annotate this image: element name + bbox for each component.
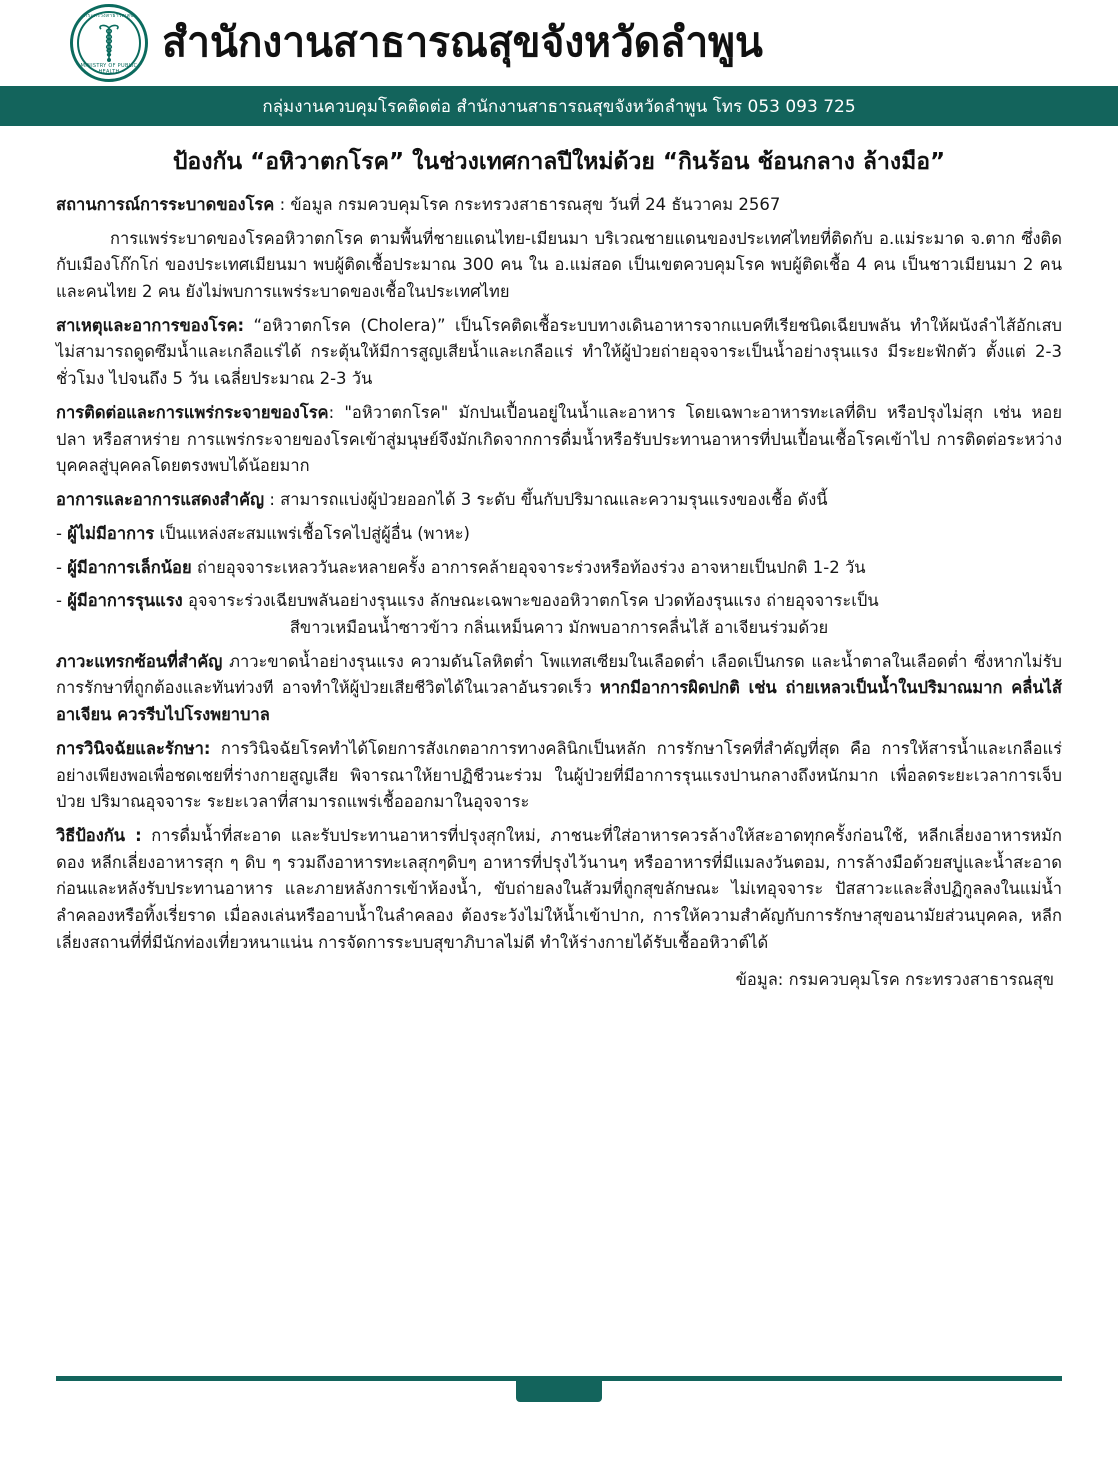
- level-text: เป็นแหล่งสะสมแพร่เชื้อโรคไปสู่ผู้อื่น (พาหะ): [154, 523, 470, 543]
- section-complications-emphasis: หากมีอาการผิดปกติ เช่น ถ่ายเหลวเป็นน้ำในปริมาณมาก คลื่นไส้ อาเจียน ควรรีบไปโรงพยาบาล: [56, 678, 1062, 725]
- level-label: ผู้มีอาการเล็กน้อย: [67, 557, 192, 577]
- section-complications-heading: ภาวะแทรกซ้อนที่สำคัญ: [56, 651, 223, 671]
- section-situation-heading-line: [56, 192, 1062, 219]
- header-contact-text: กลุ่มงานควบคุมโรคติดต่อ สำนักงานสาธารณสุขจังหวัดลำพูน โทร 053 093 725: [262, 96, 856, 117]
- section-transmission-heading: การติดต่อและการแพร่กระจายของโรค: [56, 402, 329, 422]
- level-item-asymptomatic: [56, 521, 1062, 548]
- section-diagnosis-heading: การวินิจฉัยและรักษา:: [56, 738, 211, 758]
- page-header: [0, 0, 1118, 126]
- section-diagnosis-paragraph: [56, 736, 1062, 816]
- organization-title: สำนักงานสาธารณสุขจังหวัดลำพูน: [162, 18, 763, 67]
- section-situation-body: การแพร่ระบาดของโรคอหิวาตกโรค ตามพื้นที่ชายแดนไทย-เมียนมา บริเวณชายแดนของประเทศไทยที่ติดกับ อ.แม่ระมาด จ.ตาก ซึ่งติดกับเมืองโก๊กโก่ ของประเทศเมียนมา พบผู้ติดเชื้อประมาณ 300 คน ใน อ.แม่สอด เป็นเขตควบคุมโรค พบผู้ติดเชื้อ 4 คน เป็นชาวเมียนมา 2 คน และคนไทย 2 คน ยังไม่พบการแพร่ระบาดของเชื้อในประเทศไทย: [56, 228, 1062, 302]
- level-bullet: -: [56, 591, 68, 611]
- section-complications-text: ภาวะขาดน้ำอย่างรุนแรง ความดันโลหิตต่ำ โพแทสเซียมในเลือดต่ำ เลือดเป็นกรด และน้ำตาลในเลือดต่ำ ซึ่งหากไม่รับการรักษาที่ถูกต้องและทันท่วงที อาจทำให้ผู้ป่วยเสียชีวิตได้ในเวลาอันรวดเร็ว: [56, 651, 1062, 698]
- section-prevention-paragraph: [56, 823, 1062, 957]
- level-text: อุจจาระร่วงเฉียบพลันอย่างรุนแรง ลักษณะเฉพาะของอหิวาตกโรค ปวดท้องรุนแรง ถ่ายอุจจาระเป็น: [182, 591, 879, 611]
- level-label: ผู้มีอาการรุนแรง: [67, 591, 183, 611]
- section-transmission-paragraph: [56, 400, 1062, 480]
- document-content: [0, 126, 1118, 993]
- section-prevention-heading: วิธีป้องกัน :: [56, 825, 142, 845]
- level-label: ผู้ไม่มีอาการ: [67, 523, 155, 543]
- header-identity: [0, 0, 1118, 86]
- ministry-emblem-icon: [70, 4, 148, 82]
- level-bullet: -: [56, 557, 68, 577]
- caduceus-icon: [92, 23, 126, 63]
- section-transmission-text: : "อหิวาตกโรค" มักปนเปื้อนอยู่ในน้ำและอาหาร โดยเฉพาะอาหารทะเลที่ดิบ หรือปรุงไม่สุก เช่น หอย ปลา หรือสาหร่าย การแพร่กระจายของโรคเข้าสู่มนุษย์จึงมักเกิดจากการดื่มน้ำหรือรับประทานอาหารที่ปนเปื้อนเชื้อโรคเข้าไป การติดต่อระหว่างบุคคลสู่บุคคลโดยตรงพบได้น้อยมาก: [56, 402, 1062, 476]
- source-credit: ข้อมูล: กรมควบคุมโรค กระทรวงสาธารณสุข: [735, 969, 1054, 989]
- section-complications-paragraph: [56, 649, 1062, 729]
- emblem-arc-bottom-text: MINISTRY OF PUBLIC HEALTH: [80, 63, 138, 75]
- section-cause-paragraph: [56, 313, 1062, 393]
- section-symptoms-heading: อาการและอาการแสดงสำคัญ: [56, 490, 265, 510]
- level-text-continued: สีขาวเหมือนน้ำซาวข้าว กลิ่นเหม็นคาว มักพบอาการคลื่นไส้ อาเจียนร่วมด้วย: [289, 617, 829, 637]
- level-item-mild: [56, 555, 1062, 582]
- section-situation-heading-suffix: : ข้อมูล กรมควบคุมโรค กระทรวงสาธารณสุข วันที่ 24 ธันวาคม 2567: [274, 194, 781, 214]
- footer-tab-accent: [516, 1376, 602, 1402]
- level-item-severe: [56, 588, 1062, 641]
- section-cause-heading: สาเหตุและอาการของโรค:: [56, 315, 245, 335]
- section-cause-text: “อหิวาตกโรค (Cholera)” เป็นโรคติดเชื้อระบบทางเดินอาหารจากแบคทีเรียชนิดเฉียบพลัน ทำให้ผนังลำไส้อักเสบ ไม่สามารถดูดซึมน้ำและเกลือแร่ได้ กระตุ้นให้มีการสูญเสียน้ำและเกลือแร่ ทำให้ผู้ป่วยถ่ายอุจจาระเป็นน้ำอย่างรุนแรง มีระยะฟักตัว ตั้งแต่ 2-3 ชั่วโมง ไปจนถึง 5 วัน เฉลี่ยประมาณ 2-3 วัน: [56, 315, 1062, 389]
- section-diagnosis-text: การวินิจฉัยโรคทำได้โดยการสังเกตอาการทางคลินิกเป็นหลัก การรักษาโรคที่สำคัญที่สุด คือ การให้สารน้ำและเกลือแร่อย่างเพียงพอเพื่อชดเชยที่ร่างกายสูญเสีย พิจารณาให้ยาปฏิชีวนะร่วม ในผู้ป่วยที่มีอาการรุนแรงปานกลางถึงหนักมาก เพื่อลดระยะเวลาการเจ็บป่วย ปริมาณอุจจาระ ระยะเวลาที่สามารถแพร่เชื้อออกมาในอุจจาระ: [56, 738, 1062, 812]
- section-prevention-text: การดื่มน้ำที่สะอาด และรับประทานอาหารที่ปรุงสุกใหม่, ภาชนะที่ใส่อาหารควรล้างให้สะอาดทุกครั้งก่อนใช้, หลีกเลี่ยงอาหารหมักดอง หลีกเลี่ยงอาหารสุก ๆ ดิบ ๆ รวมถึงอาหารทะเลสุกๆดิบๆ อาหารที่ปรุงไว้นานๆ หรืออาหารที่มีแมลงวันตอม, การล้างมือด้วยสบู่และน้ำสะอาด ก่อนและหลังรับประทานอาหาร และภายหลังการเข้าห้องน้ำ, ขับถ่ายลงในส้วมที่ถูกสุขลักษณะ ไม่เทอุจจาระ ปัสสาวะและสิ่งปฏิกูลลงในแม่น้ำลำคลองหรือทิ้งเรี่ยราด เมื่อลงเล่นหรืออาบน้ำในลำคลอง ต้องระวังไม่ให้น้ำเข้าปาก, การให้ความสำคัญกับการรักษาสุขอนามัยส่วนบุคคล, หลีกเลี่ยงสถานที่ที่มีนักท่องเที่ยวหนาแน่น การจัดการระบบสุขาภิบาลไม่ดี ทำให้ร่างกายได้รับเชื้ออหิวาต์ได้: [56, 825, 1062, 952]
- document-title: ป้องกัน “อหิวาตกโรค” ในช่วงเทศกาลปีใหม่ด้วย “กินร้อน ช้อนกลาง ล้างมือ”: [172, 149, 946, 175]
- page-footer: [0, 1376, 1118, 1464]
- section-symptoms-text: : สามารถแบ่งผู้ป่วยออกได้ 3 ระดับ ขึ้นกับปริมาณและความรุนแรงของเชื้อ ดังนี้: [264, 490, 828, 510]
- section-symptoms-paragraph: [56, 487, 1062, 514]
- level-text: ถ่ายอุจจาระเหลววันละหลายครั้ง อาการคล้ายอุจจาระร่วงหรือท้องร่วง อาจหายเป็นปกติ 1-2 วัน: [191, 557, 866, 577]
- header-contact-bar: [0, 86, 1118, 126]
- emblem-arc-top-text: กระทรวงสาธารณสุข: [84, 13, 134, 19]
- level-bullet: -: [56, 523, 68, 543]
- section-situation-heading: สถานการณ์การระบาดของโรค: [56, 194, 275, 214]
